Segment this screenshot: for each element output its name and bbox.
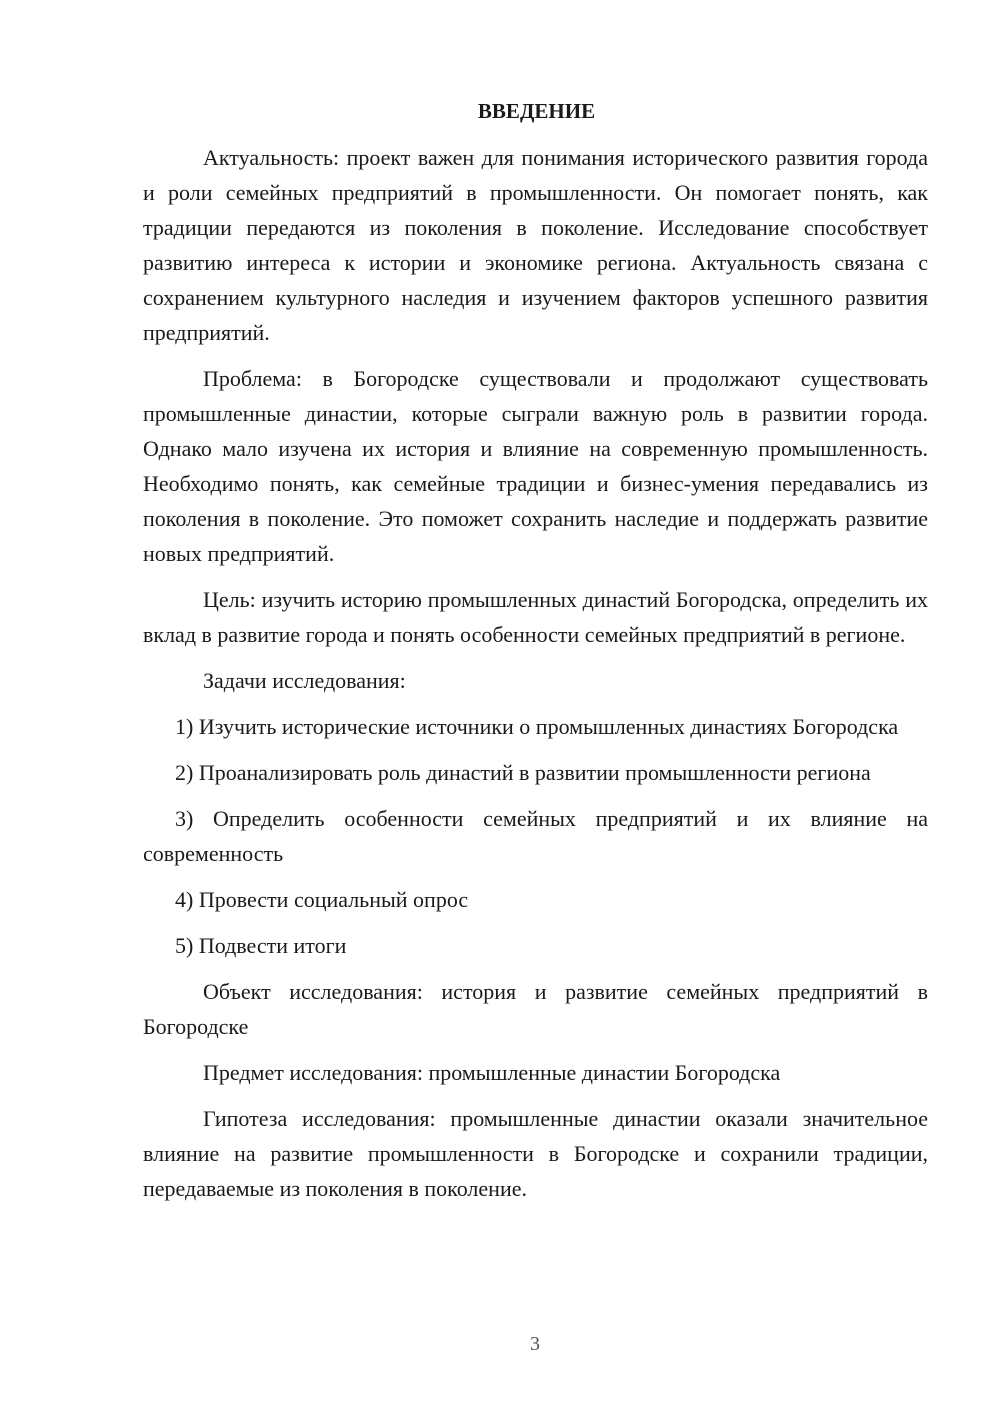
- task-item-2: 2) Проанализировать роль династий в развитии промышленности региона: [175, 760, 871, 785]
- task-item-1: 1) Изучить исторические источники о промышленных династиях Богородска: [175, 714, 899, 739]
- goal-paragraph: Цель: изучить историю промышленных династий Богородска, определить их вклад в развитие города и понять особенности семейных предприятий в регионе.: [143, 587, 928, 647]
- page-number: 3: [530, 1333, 540, 1355]
- page-title: ВВЕДЕНИЕ: [477, 99, 596, 123]
- task-item-4: 4) Провести социальный опрос: [175, 887, 469, 912]
- object-paragraph: Объект исследования: история и развитие семейных предприятий в Богородске: [143, 979, 928, 1039]
- task-item-5: 5) Подвести итоги: [175, 933, 347, 958]
- tasks-heading: Задачи исследования:: [203, 668, 406, 693]
- subject-paragraph: Предмет исследования: промышленные династии Богородска: [203, 1060, 781, 1085]
- problem-paragraph: Проблема: в Богородске существовали и продолжают существовать промышленные династии, которые сыграли важную роль в развитии города. Однако мало изучена их история и влияние на современную промышленность. Необходимо понять, как семейные традиции и бизнес-умения передавались из поколения в поколение. Это поможет сохранить наследие и поддержать развитие новых предприятий.: [143, 366, 928, 566]
- task-item-3: 3) Определить особенности семейных предприятий и их влияние на современность: [143, 806, 928, 866]
- relevance-paragraph: Актуальность: проект важен для понимания исторического развития города и роли семейных предприятий в промышленности. Он помогает понять, как традиции передаются из поколения в поколение. Исследование способствует развитию интереса к истории и экономике региона. Актуальность связана с сохранением культурного наследия и изучением факторов успешного развития предприятий.: [143, 145, 928, 345]
- text-column: [143, 96, 928, 1217]
- hypothesis-paragraph: Гипотеза исследования: промышленные династии оказали значительное влияние на развитие промышленности в Богородске и сохранили традиции, передаваемые из поколения в поколение.: [143, 1106, 928, 1201]
